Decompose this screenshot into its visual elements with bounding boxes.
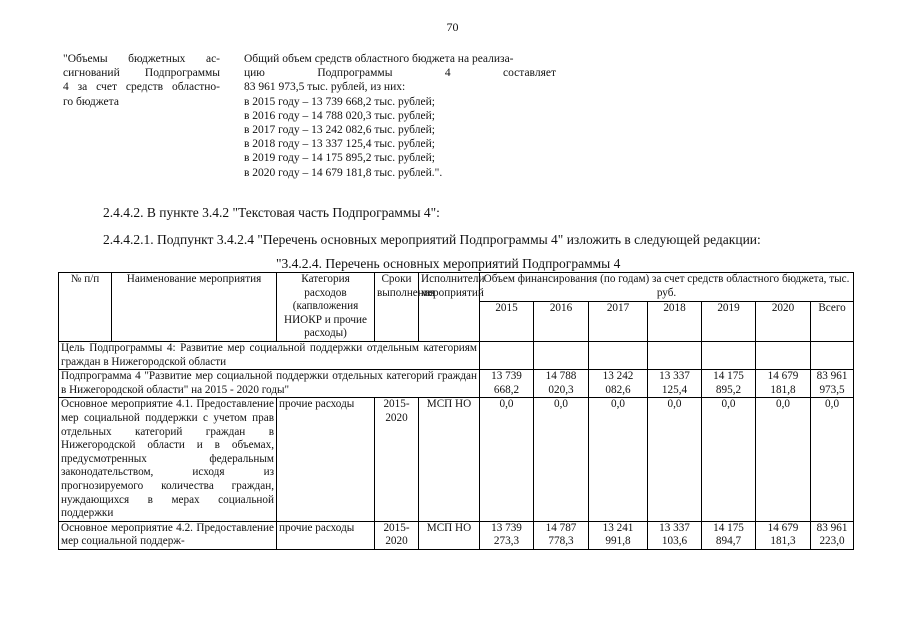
value-cell: 13 241 991,8 — [589, 521, 648, 549]
label-line: сигнований Подпрограммы — [63, 67, 220, 80]
table-row — [59, 521, 854, 549]
paragraph-1: 2.4.4.2. В пункте 3.4.2 "Текстовая часть Подпрограммы 4": — [103, 205, 440, 220]
activity-executor: МСП НО — [419, 398, 480, 521]
value-cell: 14 787 778,3 — [534, 521, 589, 549]
value-cell: 0,0 — [811, 398, 854, 521]
subprogram-name: Подпрограмма 4 "Развитие мер социальной поддержки отдельных категорий граждан в Нижегородской области" на 2015 - 2020 годы" — [59, 370, 480, 398]
year-line: в 2016 году – 14 788 020,3 тыс. рублей; — [244, 109, 435, 122]
value-cell: 0,0 — [756, 398, 811, 521]
label-line: 4 за счет средств областно- — [63, 81, 220, 94]
year-line: в 2015 году – 13 739 668,2 тыс. рублей; — [244, 95, 435, 108]
total-header: Всего — [811, 301, 854, 341]
header-name: Наименование мероприятия — [112, 273, 277, 342]
value-cell: 13 242 082,6 — [589, 370, 648, 398]
year-line: в 2017 году – 13 242 082,6 тыс. рублей; — [244, 124, 435, 137]
value-cell: 14 679 181,3 — [756, 521, 811, 549]
value-cell: 83 961 223,0 — [811, 521, 854, 549]
value-cell: 13 337 125,4 — [648, 370, 702, 398]
label-line: "Объемы бюджетных ас- — [63, 53, 220, 65]
subprogram-row — [59, 370, 854, 398]
value-cell: 0,0 — [702, 398, 756, 521]
text-line: Общий объем средств областного бюджета на реализа- — [244, 53, 514, 65]
year-header: 2016 — [534, 301, 589, 341]
value-cell: 0,0 — [648, 398, 702, 521]
text-line: цию Подпрограммы 4 составляет — [244, 67, 556, 80]
text-line: 83 961 973,5 тыс. рублей, из них: — [244, 81, 406, 94]
value-cell: 13 739 668,2 — [480, 370, 534, 398]
year-header: 2020 — [756, 301, 811, 341]
value-cell: 14 679 181,8 — [756, 370, 811, 398]
value-cell: 14 175 895,2 — [702, 370, 756, 398]
year-header: 2018 — [648, 301, 702, 341]
year-header: 2019 — [702, 301, 756, 341]
year-header: 2015 — [480, 301, 534, 341]
table-title: "3.4.2.4. Перечень основных мероприятий Подпрограммы 4 — [276, 256, 621, 271]
value-cell: 14 175 894,7 — [702, 521, 756, 549]
activity-terms: 2015-2020 — [375, 398, 419, 521]
value-cell: 0,0 — [589, 398, 648, 521]
year-header: 2017 — [589, 301, 648, 341]
year-line: в 2018 году – 13 337 125,4 тыс. рублей; — [244, 138, 435, 151]
value-cell: 83 961 973,5 — [811, 370, 854, 398]
value-cell: 14 788 020,3 — [534, 370, 589, 398]
header-row — [59, 273, 854, 302]
activity-name: Основное мероприятие 4.1. Предоставление мер социальной поддержки с учетом прав отдельных категорий граждан в Нижегородской области и в объемах, предусмотренных федеральным законодательством, исходя из прогнозируемого количества граждан, нуждающихся в мерах социальной поддержки — [59, 398, 277, 521]
value-cell: 0,0 — [534, 398, 589, 521]
label-line: го бюджета — [63, 95, 119, 108]
activity-name: Основное мероприятие 4.2. Предоставление мер социальной поддерж- — [59, 521, 277, 549]
header-executors: Исполнители мероприятий — [419, 273, 480, 342]
header-num: № п/п — [59, 273, 112, 342]
year-line: в 2020 году – 14 679 181,8 тыс. рублей.". — [244, 166, 443, 179]
page-number: 70 — [446, 20, 459, 34]
funding-volume-label — [63, 52, 220, 109]
goal-row — [59, 341, 854, 369]
value-cell: 13 739 273,3 — [480, 521, 534, 549]
activity-category: прочие расходы — [277, 398, 375, 521]
table-row — [59, 398, 854, 521]
value-cell: 0,0 — [480, 398, 534, 521]
activity-terms: 2015-2020 — [375, 521, 419, 549]
paragraph-2: 2.4.4.2.1. Подпункт 3.4.2.4 "Перечень основных мероприятий Подпрограммы 4" изложить в следующей редакции: — [103, 232, 761, 247]
year-line: в 2019 году – 14 175 895,2 тыс. рублей; — [244, 152, 435, 165]
activities-table — [58, 272, 854, 550]
activity-executor: МСП НО — [419, 521, 480, 549]
funding-volume-text — [244, 52, 556, 180]
header-category: Категория расходов (капвложения НИОКР и прочие расходы) — [277, 273, 375, 342]
goal-text: Цель Подпрограммы 4: Развитие мер социальной поддержки отдельным категориям граждан в Нижегородской области — [59, 341, 480, 369]
value-cell: 13 337 103,6 — [648, 521, 702, 549]
header-terms: Сроки выполнения — [375, 273, 419, 342]
activity-category: прочие расходы — [277, 521, 375, 549]
header-funding: Объем финансирования (по годам) за счет средств областного бюджета, тыс. руб. — [480, 273, 854, 302]
